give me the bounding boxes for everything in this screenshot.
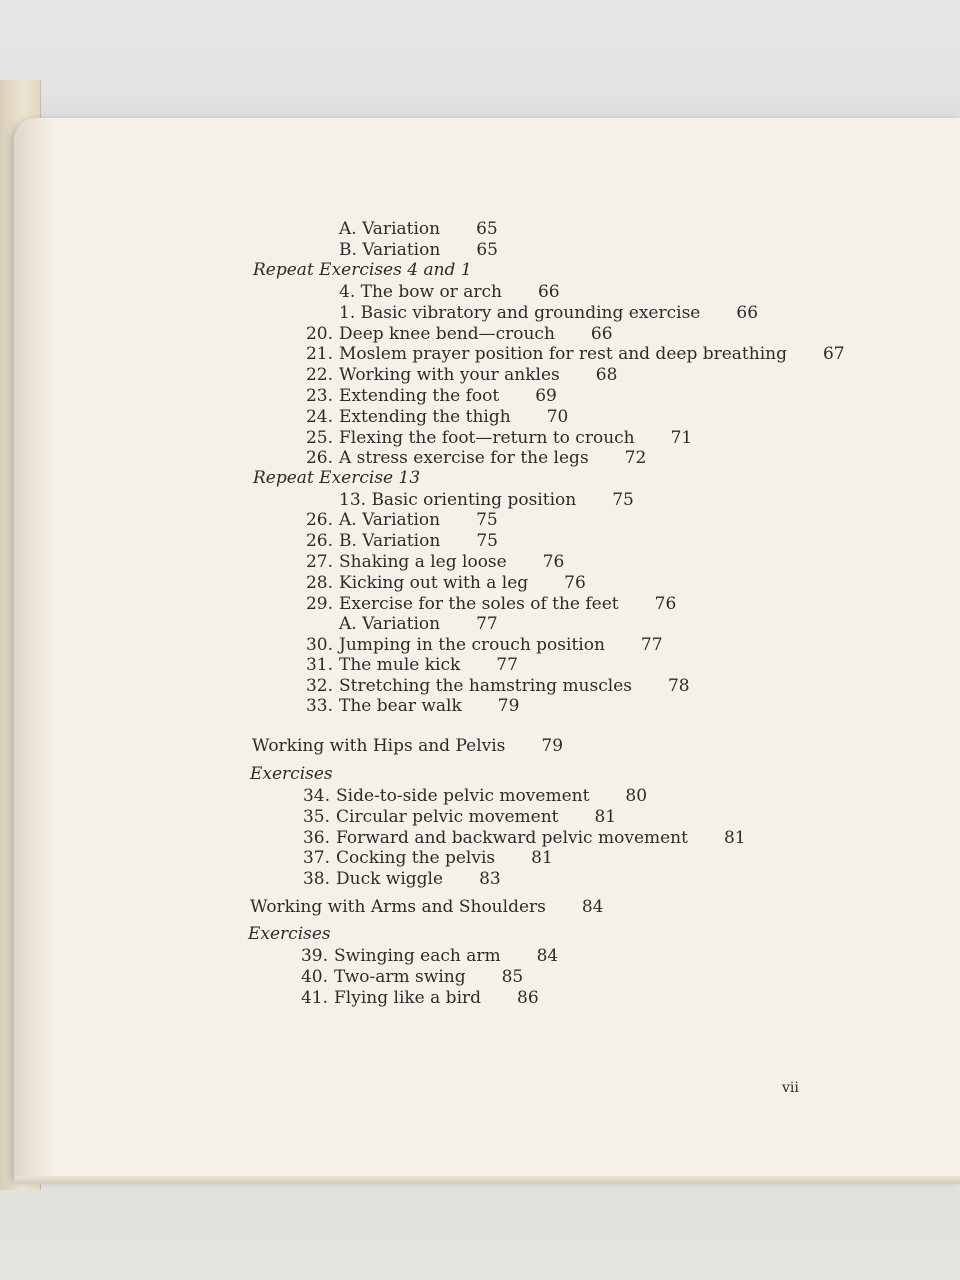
entry-page: 81 bbox=[723, 828, 746, 848]
toc-entry bbox=[300, 945, 559, 967]
toc-entry bbox=[339, 613, 498, 635]
entry-page: 66 bbox=[537, 282, 560, 302]
entry-page: 76 bbox=[564, 573, 586, 593]
toc-entry bbox=[305, 530, 498, 552]
entry-title: Forward and backward pelvic movement bbox=[336, 828, 688, 848]
toc-subheading bbox=[253, 467, 420, 489]
entry-number: 26. bbox=[305, 510, 333, 530]
entry-number: 27. bbox=[305, 552, 333, 572]
background-surface bbox=[0, 0, 960, 130]
toc-entry bbox=[305, 343, 845, 365]
entry-title: A. Variation bbox=[339, 614, 441, 634]
entry-title: Flexing the foot—return to crouch bbox=[339, 428, 635, 448]
entry-number: 41. bbox=[300, 988, 328, 1008]
toc-entry bbox=[302, 847, 553, 869]
entry-title: Exercises bbox=[248, 924, 331, 944]
entry-title: A stress exercise for the legs bbox=[339, 448, 589, 468]
entry-title: Cocking the pelvis bbox=[336, 848, 496, 868]
entry-page: 72 bbox=[624, 448, 647, 468]
toc-entry bbox=[302, 868, 501, 890]
entry-page: 77 bbox=[476, 614, 498, 634]
entry-page: 76 bbox=[654, 594, 677, 614]
entry-page: 69 bbox=[535, 386, 557, 406]
entry-number: 29. bbox=[305, 594, 333, 614]
toc-subheading bbox=[253, 259, 472, 281]
entry-page: 79 bbox=[541, 736, 564, 756]
entry-page: 68 bbox=[595, 365, 618, 385]
entry-number: 23. bbox=[305, 386, 333, 406]
entry-title: Repeat Exercises 4 and 1 bbox=[253, 260, 472, 280]
toc-entry bbox=[339, 302, 758, 324]
entry-title: Extending the thigh bbox=[339, 407, 511, 427]
entry-page: 66 bbox=[736, 303, 759, 323]
toc-entry bbox=[305, 323, 613, 345]
entry-page: 67 bbox=[822, 344, 845, 364]
entry-page: 71 bbox=[670, 428, 693, 448]
entry-title: Extending the foot bbox=[339, 386, 500, 406]
entry-page: 83 bbox=[479, 869, 501, 889]
entry-title: Working with your ankles bbox=[339, 365, 560, 385]
entry-page: 77 bbox=[640, 635, 663, 655]
entry-title: Kicking out with a leg bbox=[339, 573, 529, 593]
toc-entry bbox=[305, 364, 618, 386]
entry-number: 24. bbox=[305, 407, 333, 427]
toc-subheading bbox=[248, 923, 331, 945]
toc-entry bbox=[305, 509, 498, 531]
entry-page: 79 bbox=[497, 696, 520, 716]
entry-page: 65 bbox=[476, 240, 498, 260]
entry-number: 35. bbox=[302, 807, 330, 827]
entry-title: B. Variation bbox=[339, 240, 441, 260]
toc-entry bbox=[305, 695, 520, 717]
entry-title: Flying like a bird bbox=[334, 988, 482, 1008]
toc-entry bbox=[300, 966, 524, 988]
entry-page: 66 bbox=[590, 324, 613, 344]
toc-entry bbox=[305, 385, 557, 407]
page-bottom-edge bbox=[14, 1176, 960, 1184]
toc-entry bbox=[302, 827, 746, 849]
toc-entry bbox=[339, 489, 634, 511]
entry-number: 36. bbox=[302, 828, 330, 848]
entry-number: 32. bbox=[305, 676, 333, 696]
entry-number: 28. bbox=[305, 573, 333, 593]
toc-entry bbox=[302, 806, 617, 828]
entry-page: 75 bbox=[612, 490, 634, 510]
toc-entry bbox=[339, 281, 560, 303]
toc-entry bbox=[305, 406, 569, 428]
entry-title: 13. Basic orienting position bbox=[339, 490, 577, 510]
toc-entry bbox=[339, 239, 498, 261]
entry-number: 38. bbox=[302, 869, 330, 889]
entry-number: 20. bbox=[305, 324, 333, 344]
entry-title: Circular pelvic movement bbox=[336, 807, 559, 827]
entry-page: 75 bbox=[476, 510, 498, 530]
toc-entry bbox=[305, 654, 518, 676]
toc-entry bbox=[305, 593, 677, 615]
entry-title: A. Variation bbox=[339, 510, 441, 530]
entry-number: 40. bbox=[300, 967, 328, 987]
toc-entry bbox=[305, 572, 586, 594]
toc-entry bbox=[302, 785, 648, 807]
entry-page: 80 bbox=[625, 786, 648, 806]
entry-page: 70 bbox=[546, 407, 569, 427]
entry-number: 30. bbox=[305, 635, 333, 655]
entry-title: Working with Arms and Shoulders bbox=[250, 897, 546, 917]
entry-title: Jumping in the crouch position bbox=[339, 635, 605, 655]
entry-title: Exercise for the soles of the feet bbox=[339, 594, 619, 614]
toc-entry bbox=[305, 675, 690, 697]
entry-title: B. Variation bbox=[339, 531, 441, 551]
entry-page: 84 bbox=[581, 897, 604, 917]
entry-page: 78 bbox=[667, 676, 690, 696]
entry-page: 85 bbox=[501, 967, 524, 987]
entry-page: 75 bbox=[476, 531, 498, 551]
entry-number: 33. bbox=[305, 696, 333, 716]
page-number: vii bbox=[782, 1080, 799, 1096]
entry-number: 26. bbox=[305, 531, 333, 551]
toc-entry bbox=[305, 447, 647, 469]
entry-title: Exercises bbox=[250, 764, 333, 784]
toc-entry bbox=[305, 634, 663, 656]
entry-number: 39. bbox=[300, 946, 328, 966]
page-gutter-shade bbox=[14, 118, 54, 1180]
entry-page: 65 bbox=[476, 219, 498, 239]
toc-entry bbox=[339, 218, 498, 240]
entry-title: Two-arm swing bbox=[334, 967, 466, 987]
entry-title: 4. The bow or arch bbox=[339, 282, 502, 302]
toc-entry bbox=[300, 987, 539, 1009]
toc-entry bbox=[305, 551, 565, 573]
entry-title: Working with Hips and Pelvis bbox=[252, 736, 506, 756]
toc-section-heading bbox=[252, 735, 563, 757]
entry-number: 25. bbox=[305, 428, 333, 448]
entry-number: 21. bbox=[305, 344, 333, 364]
entry-page: 76 bbox=[542, 552, 565, 572]
entry-title: 1. Basic vibratory and grounding exercise bbox=[339, 303, 701, 323]
entry-number: 34. bbox=[302, 786, 330, 806]
entry-number: 26. bbox=[305, 448, 333, 468]
toc-entry bbox=[305, 427, 693, 449]
toc-subheading bbox=[250, 763, 333, 785]
entry-page: 81 bbox=[594, 807, 617, 827]
entry-title: Stretching the hamstring muscles bbox=[339, 676, 632, 696]
entry-title: A. Variation bbox=[339, 219, 441, 239]
entry-page: 86 bbox=[517, 988, 539, 1008]
entry-title: Side-to-side pelvic movement bbox=[336, 786, 590, 806]
entry-title: Deep knee bend—crouch bbox=[339, 324, 555, 344]
entry-title: Moslem prayer position for rest and deep breathing bbox=[339, 344, 787, 364]
entry-title: Swinging each arm bbox=[334, 946, 501, 966]
entry-title: The bear walk bbox=[339, 696, 462, 716]
entry-title: Shaking a leg loose bbox=[339, 552, 507, 572]
entry-title: The mule kick bbox=[339, 655, 461, 675]
entry-page: 81 bbox=[531, 848, 553, 868]
entry-page: 77 bbox=[496, 655, 518, 675]
entry-page: 84 bbox=[536, 946, 559, 966]
entry-number: 37. bbox=[302, 848, 330, 868]
entry-title: Duck wiggle bbox=[336, 869, 444, 889]
entry-number: 22. bbox=[305, 365, 333, 385]
toc-section-heading bbox=[250, 896, 604, 918]
entry-title: Repeat Exercise 13 bbox=[253, 468, 421, 488]
entry-number: 31. bbox=[305, 655, 333, 675]
